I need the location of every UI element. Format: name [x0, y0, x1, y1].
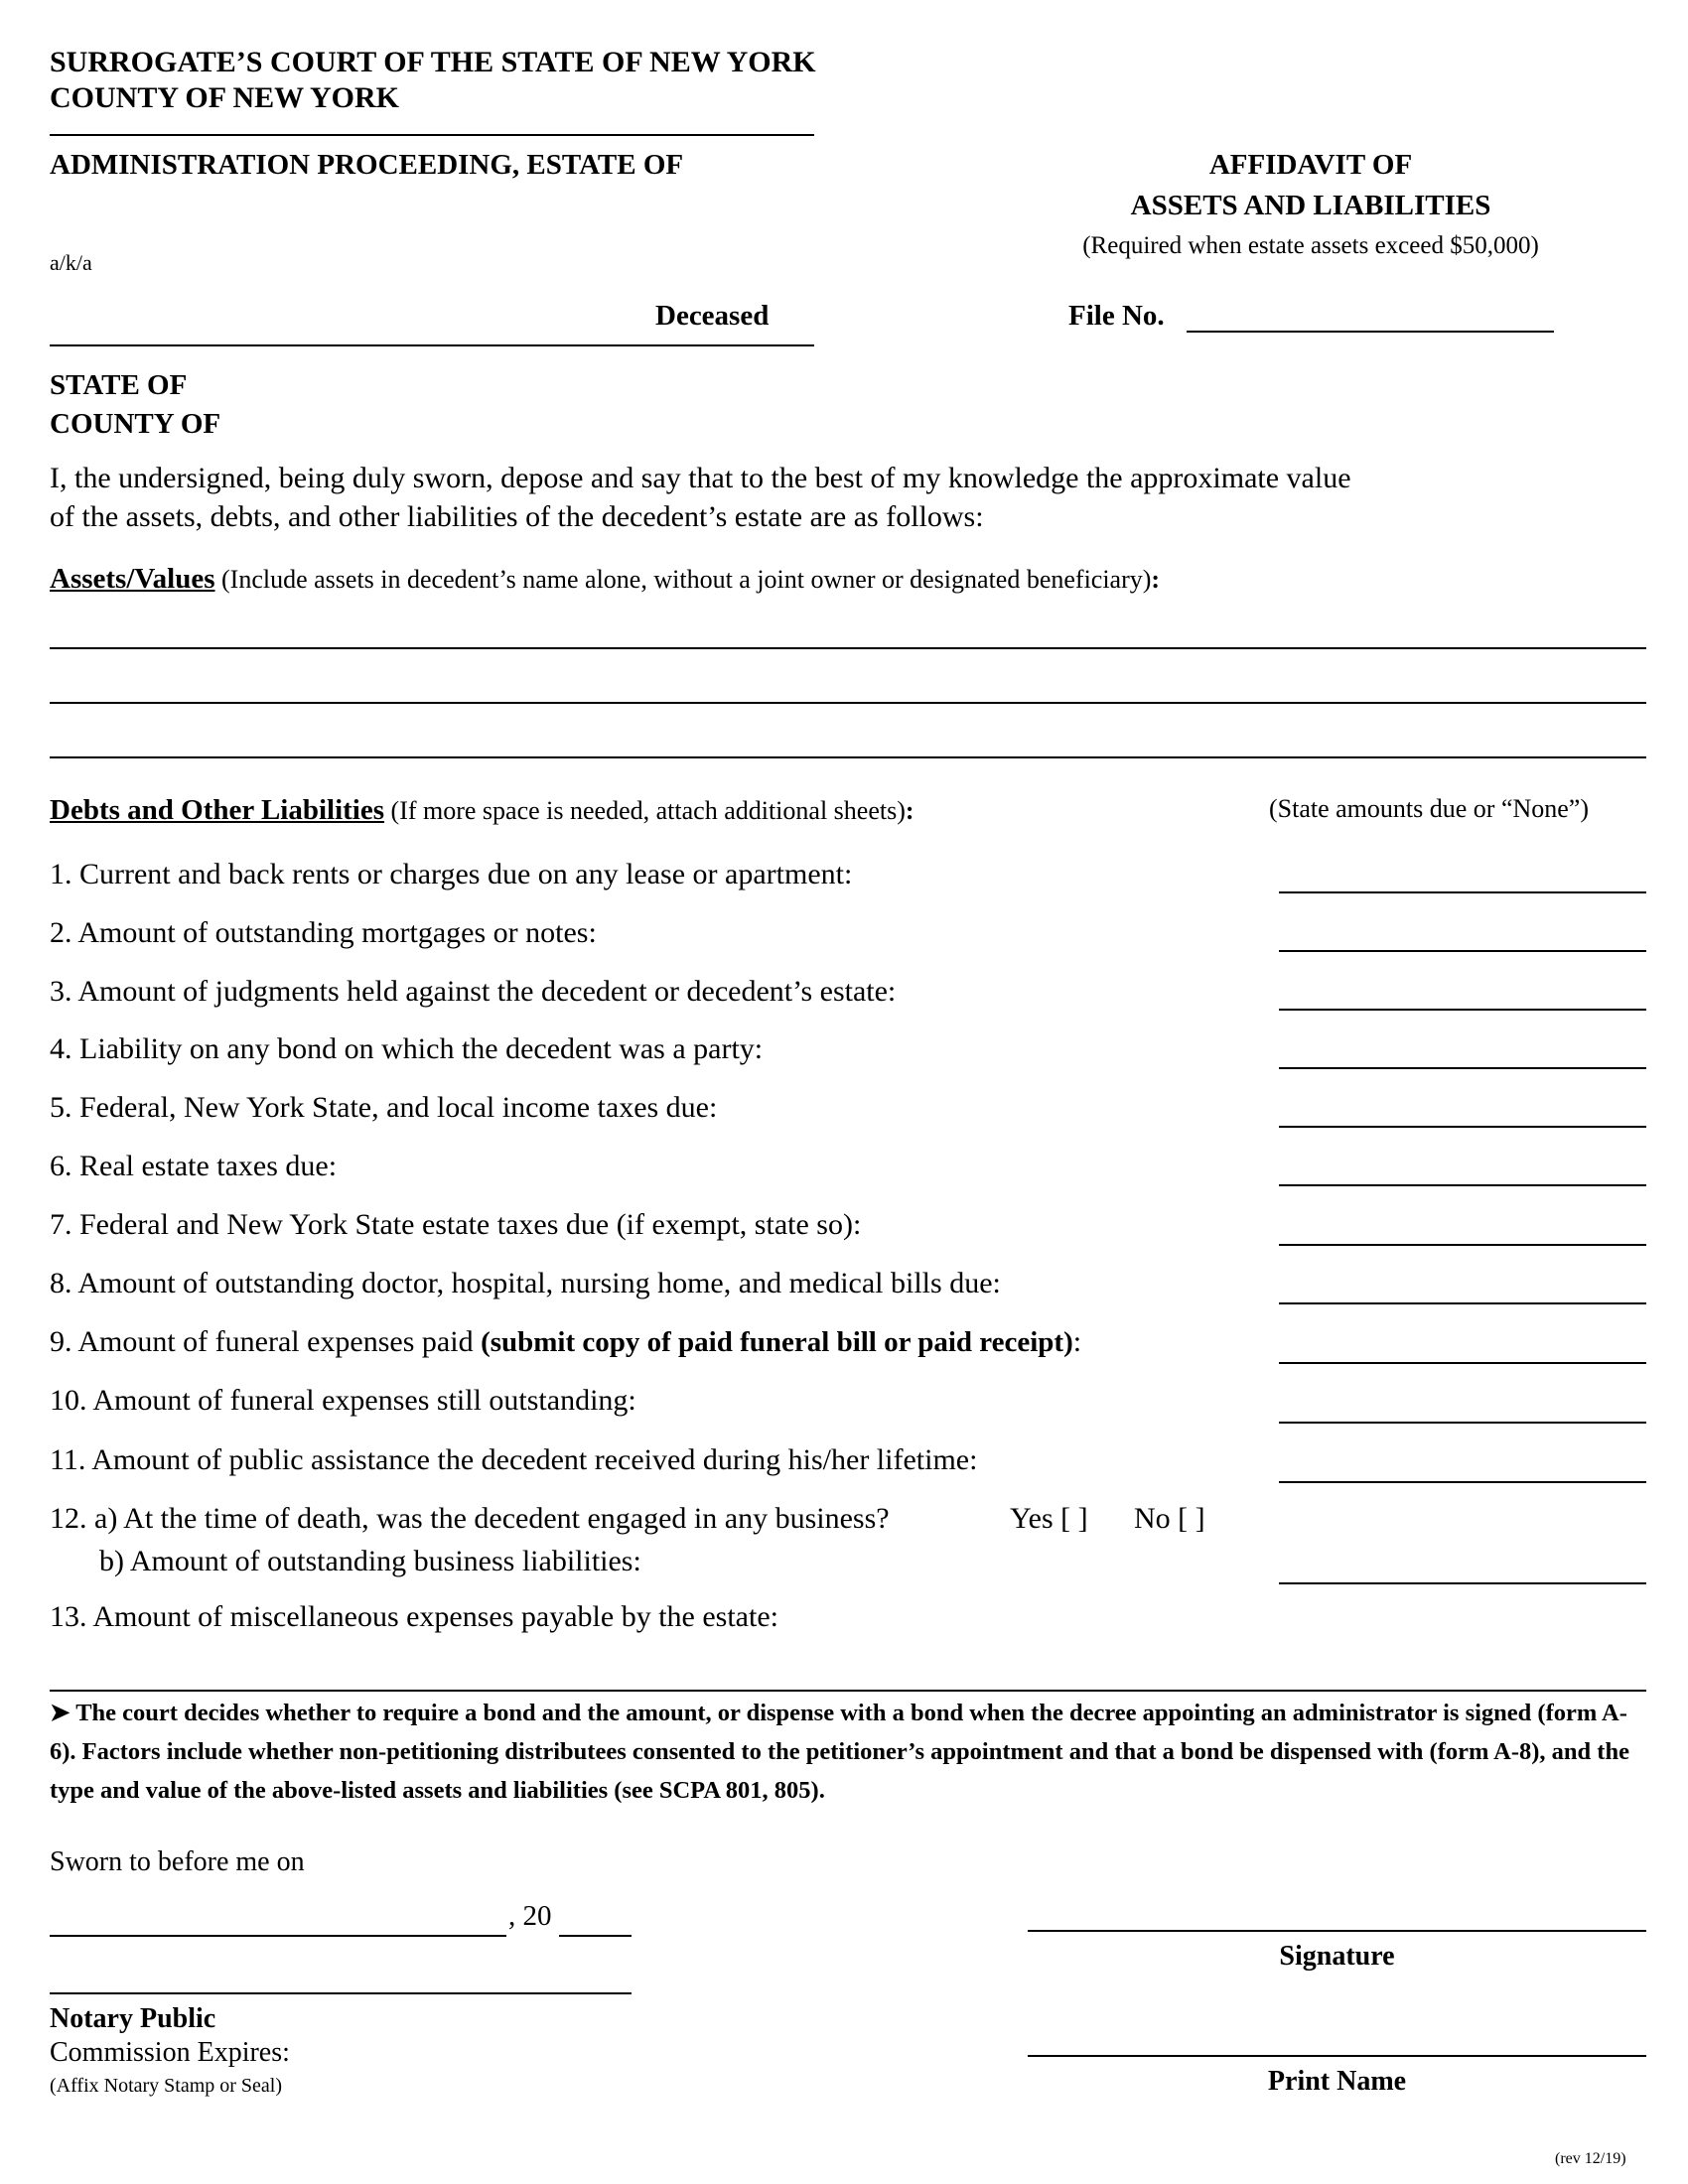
- debt-item-9-instruction: (submit copy of paid funeral bill or paid receipt): [481, 1326, 1073, 1358]
- debt-amount-field-7[interactable]: [1279, 1244, 1646, 1246]
- debt-item-10: 10. Amount of funeral expenses still outstanding:: [50, 1384, 636, 1417]
- debt-amount-field-10[interactable]: [1279, 1422, 1646, 1424]
- debt-amount-field-9[interactable]: [1279, 1362, 1646, 1364]
- print-name-field[interactable]: [1028, 2055, 1646, 2057]
- debt-item-12b: b) Amount of outstanding business liabilities:: [99, 1545, 641, 1577]
- debt-amount-field-1[interactable]: [1279, 891, 1646, 893]
- intro-line2: of the assets, debts, and other liabilities of the decedent’s estate are as follows:: [50, 500, 984, 533]
- assets-heading: Assets/Values: [50, 563, 215, 595]
- bond-notice-text: The court decides whether to require a bond and the amount, or dispense with a bond when the decree appointing an administrator is signed (form A-6). Factors include whether non-petitioning distributees consented to the petitioner’s appointment and that a bond be dispensed with (form A-8), and the type and value of the above-listed assets and liabilities (see SCPA 801, 805).: [50, 1700, 1629, 1804]
- aka-label: a/k/a: [50, 250, 92, 275]
- debt-item-9-colon: :: [1072, 1325, 1082, 1358]
- debt-amount-field-6[interactable]: [1279, 1184, 1646, 1186]
- debt-item-12a: 12. a) At the time of death, was the decedent engaged in any business?: [50, 1502, 890, 1535]
- assets-colon: :: [1151, 565, 1161, 594]
- bond-notice: [50, 1694, 1638, 1810]
- debt-amount-field-2[interactable]: [1279, 950, 1646, 952]
- commission-expires-label: Commission Expires:: [50, 2037, 290, 2068]
- sworn-year-prefix: , 20: [508, 1900, 552, 1932]
- debt-item-7: 7. Federal and New York State estate taxes due (if exempt, state so):: [50, 1208, 862, 1241]
- debt-amount-field-12b[interactable]: [1279, 1582, 1646, 1584]
- debt-item-8: 8. Amount of outstanding doctor, hospital, nursing home, and medical bills due:: [50, 1267, 1001, 1299]
- caption-bottom-rule: [50, 344, 814, 346]
- signature-label: Signature: [1279, 1941, 1395, 1972]
- debt-item-6: 6. Real estate taxes due:: [50, 1150, 338, 1182]
- debts-heading-line: [50, 794, 914, 827]
- sworn-year-field[interactable]: [559, 1935, 632, 1937]
- debts-colon: :: [905, 796, 914, 825]
- debt-item-13: 13. Amount of miscellaneous expenses payable by the estate:: [50, 1600, 778, 1633]
- intro-line1: I, the undersigned, being duly sworn, depose and say that to the best of my knowledge the approximate value: [50, 462, 1351, 494]
- debts-heading: Debts and Other Liabilities: [50, 794, 385, 826]
- misc-expenses-line[interactable]: [50, 1690, 1646, 1692]
- notary-signature-field[interactable]: [50, 1992, 632, 1994]
- debt-amount-field-8[interactable]: [1279, 1302, 1646, 1304]
- debt-item-9-prefix: 9. Amount of funeral expenses paid: [50, 1325, 482, 1358]
- affidavit-title-line1: AFFIDAVIT OF: [1208, 149, 1413, 181]
- sworn-date-field[interactable]: [50, 1935, 506, 1937]
- assets-entry-line-2[interactable]: [50, 702, 1646, 704]
- debt-item-11: 11. Amount of public assistance the decedent received during his/her lifetime:: [50, 1443, 978, 1476]
- arrow-icon: ➤: [50, 1700, 70, 1726]
- affidavit-subtitle: (Required when estate assets exceed $50,000): [1082, 232, 1539, 259]
- business-yes-checkbox[interactable]: Yes [ ]: [1010, 1502, 1088, 1535]
- affidavit-title-line2: ASSETS AND LIABILITIES: [1130, 190, 1491, 221]
- assets-entry-line-1[interactable]: [50, 647, 1646, 649]
- caption-top-rule: [50, 134, 814, 136]
- court-name-line1: SURROGATE’S COURT OF THE STATE OF NEW YORK: [50, 46, 816, 78]
- debt-amount-field-11[interactable]: [1279, 1481, 1646, 1483]
- proceeding-title: ADMINISTRATION PROCEEDING, ESTATE OF: [50, 149, 684, 181]
- debt-item-2: 2. Amount of outstanding mortgages or notes:: [50, 916, 597, 949]
- debt-item-3: 3. Amount of judgments held against the decedent or decedent’s estate:: [50, 975, 897, 1008]
- assets-heading-line: [50, 563, 1160, 596]
- court-name-line2: COUNTY OF NEW YORK: [50, 81, 399, 114]
- notary-stamp-note: (Affix Notary Stamp or Seal): [50, 2075, 283, 2097]
- debt-amount-field-3[interactable]: [1279, 1009, 1646, 1011]
- notary-public-label: Notary Public: [50, 2003, 216, 2034]
- debt-item-4: 4. Liability on any bond on which the decedent was a party:: [50, 1032, 764, 1065]
- file-no-field[interactable]: [1187, 331, 1554, 333]
- state-of-label: STATE OF: [50, 369, 188, 401]
- debt-item-9: [50, 1325, 1081, 1359]
- debt-item-1: 1. Current and back rents or charges due on any lease or apartment:: [50, 858, 853, 890]
- assets-note: (Include assets in decedent’s name alone, without a joint owner or designated beneficiary): [214, 565, 1152, 594]
- debts-note: (If more space is needed, attach additional sheets): [384, 796, 906, 825]
- debt-item-5: 5. Federal, New York State, and local income taxes due:: [50, 1091, 718, 1124]
- debt-amount-field-5[interactable]: [1279, 1126, 1646, 1128]
- county-of-label: COUNTY OF: [50, 408, 221, 440]
- business-no-checkbox[interactable]: No [ ]: [1134, 1502, 1205, 1535]
- print-name-label: Print Name: [1267, 2066, 1407, 2097]
- amounts-column-header: (State amounts due or “None”): [1269, 794, 1590, 823]
- sworn-label: Sworn to before me on: [50, 1846, 305, 1877]
- debt-amount-field-4[interactable]: [1279, 1067, 1646, 1069]
- assets-entry-line-3[interactable]: [50, 756, 1646, 758]
- signature-field[interactable]: [1028, 1930, 1646, 1932]
- deceased-label: Deceased: [655, 300, 770, 332]
- file-no-label: File No.: [1068, 300, 1165, 332]
- revision-note: (rev 12/19): [1555, 2150, 1626, 2167]
